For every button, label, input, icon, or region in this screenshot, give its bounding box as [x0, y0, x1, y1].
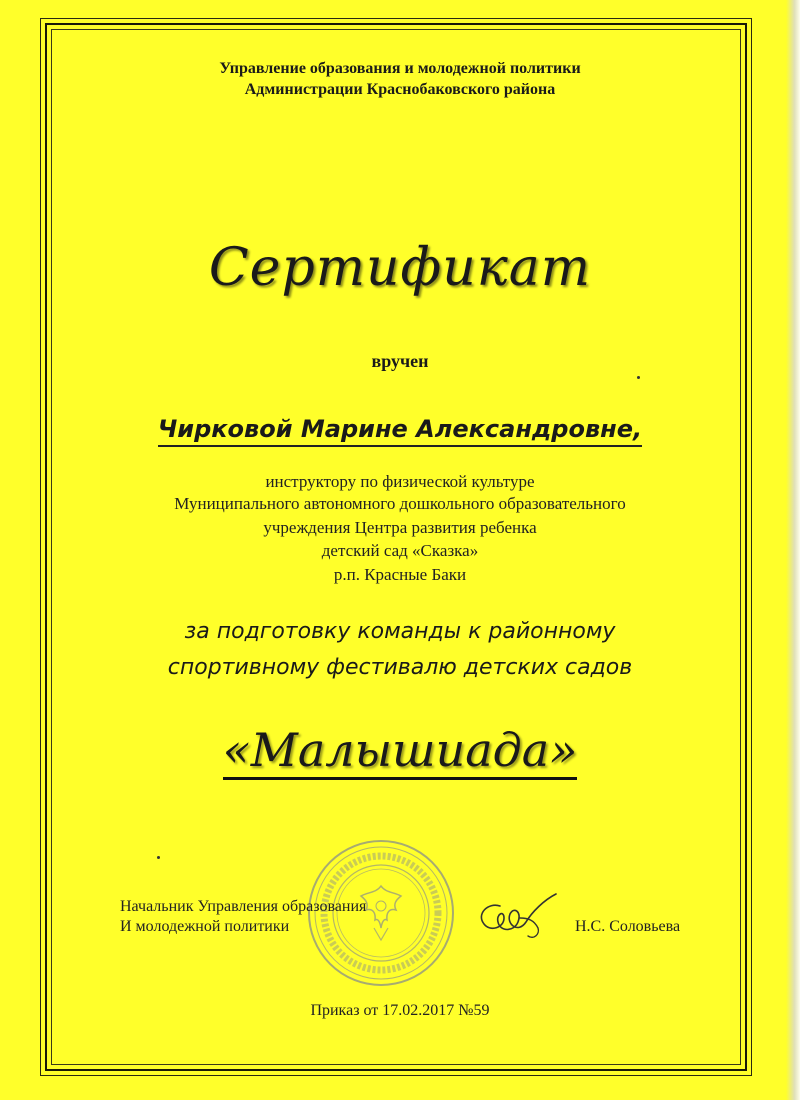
- recipient-info-line: детский сад «Сказка»: [321, 541, 479, 560]
- signatory-position-line-1: Начальник Управления образования: [120, 898, 367, 915]
- awarded-label: вручен: [371, 351, 429, 371]
- recipient-info-line: р.п. Красные Баки: [333, 565, 467, 584]
- issuer-line-1: Управление образования и молодежной политики: [219, 60, 581, 77]
- event-name-text: «Малышиада»: [223, 723, 578, 780]
- order-reference: Приказ от 17.02.2017 №59: [310, 1002, 490, 1019]
- reason-line: за подготовку команды к районному: [184, 619, 616, 644]
- scan-speck: [637, 376, 640, 379]
- recipient-name-text: Чирковой Марине Александровне,: [158, 415, 642, 447]
- reason-line: спортивному фестивалю детских садов: [167, 655, 633, 680]
- signatory-position-line-2: И молодежной политики: [120, 918, 290, 935]
- event-name: [0, 723, 800, 777]
- issuer-line-2: Администрации Краснобаковского района: [244, 81, 556, 98]
- recipient-info-line: инструктору по физической культуре: [265, 472, 535, 491]
- recipient-name: [0, 415, 800, 443]
- scan-speck: [157, 856, 160, 859]
- handwritten-signature: [470, 888, 560, 948]
- signatory-name: Н.С. Соловьева: [575, 918, 681, 935]
- certificate-title: Сертификат: [208, 238, 592, 298]
- recipient-info-line: учреждения Центра развития ребенка: [263, 518, 537, 537]
- recipient-info-line: Муниципального автономного дошкольного образовательного: [174, 494, 626, 513]
